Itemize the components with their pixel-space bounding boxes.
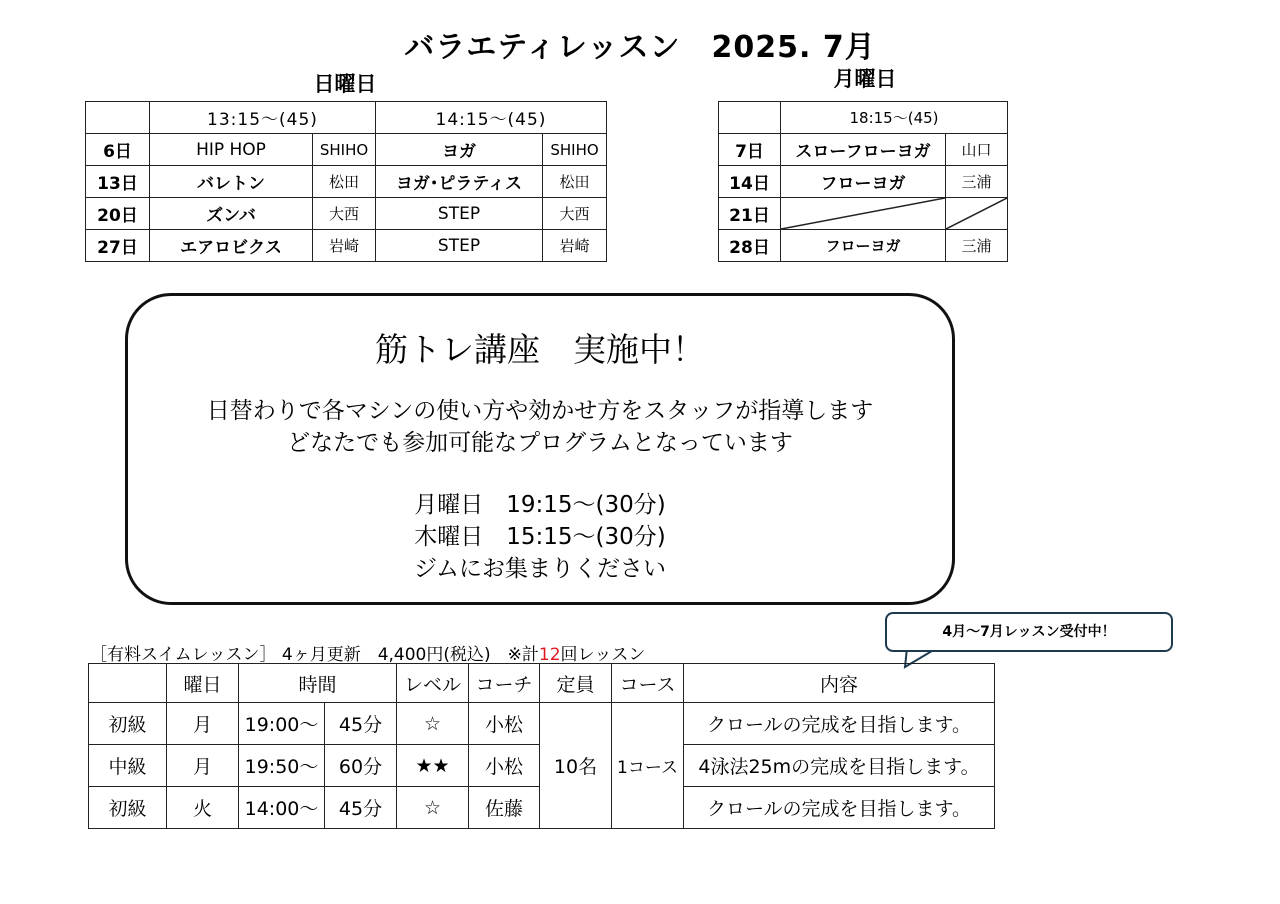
coach-cell: 佐藤 bbox=[469, 787, 540, 829]
page-title: バラエティレッスン 2025. 7月 bbox=[404, 30, 876, 65]
coach-cell: 小松 bbox=[469, 745, 540, 787]
table-row bbox=[86, 198, 607, 230]
table-row bbox=[86, 166, 607, 198]
header-coach: コーチ bbox=[469, 664, 540, 703]
lesson-count: 12 bbox=[538, 645, 561, 665]
sunday-slot-2: 14:15〜(45) bbox=[376, 102, 607, 134]
header-course: コース bbox=[612, 664, 684, 703]
lesson-cell: エアロビクス bbox=[150, 230, 313, 262]
table-row bbox=[719, 198, 1008, 230]
lesson-cell: HIP HOP bbox=[150, 134, 313, 166]
notice-line: 月曜日 19:15〜(30分) bbox=[414, 492, 666, 518]
table-row bbox=[86, 134, 607, 166]
coach-cell: 岩崎 bbox=[313, 230, 376, 262]
header-time: 時間 bbox=[239, 664, 397, 703]
swim-lesson-table bbox=[88, 663, 995, 829]
coach-cell: 大西 bbox=[313, 198, 376, 230]
monday-schedule bbox=[718, 101, 1008, 262]
coach-cell: 小松 bbox=[469, 703, 540, 745]
grade-cell: 初級 bbox=[89, 703, 167, 745]
table-row bbox=[719, 166, 1008, 198]
start-cell: 14:00〜 bbox=[239, 787, 325, 829]
header-content: 内容 bbox=[684, 664, 995, 703]
header-level: レベル bbox=[397, 664, 469, 703]
date-cell: 14日 bbox=[719, 166, 781, 198]
date-cell: 20日 bbox=[86, 198, 150, 230]
day-cell: 月 bbox=[167, 745, 239, 787]
duration-cell: 60分 bbox=[325, 745, 397, 787]
swim-title bbox=[90, 640, 645, 665]
notice-line: ジムにお集まりください bbox=[413, 556, 667, 582]
header-capacity: 定員 bbox=[540, 664, 612, 703]
corner-cell bbox=[89, 664, 167, 703]
sunday-heading: 日曜日 bbox=[313, 72, 377, 96]
capacity-cell: 10名 bbox=[540, 703, 612, 829]
content-cell: 4泳法25mの完成を目指します。 bbox=[684, 745, 995, 787]
corner-cell bbox=[86, 102, 150, 134]
date-cell: 27日 bbox=[86, 230, 150, 262]
level-cell: ☆ bbox=[397, 787, 469, 829]
registration-bubble: 4月〜7月レッスン受付中！ bbox=[885, 612, 1173, 652]
lesson-cell: ズンバ bbox=[150, 198, 313, 230]
coach-cell: 山口 bbox=[946, 134, 1008, 166]
notice-heading: 筋トレ講座 実施中！ bbox=[375, 330, 705, 369]
date-cell: 6日 bbox=[86, 134, 150, 166]
sunday-header-row bbox=[86, 102, 607, 134]
coach-cell: SHIHO bbox=[543, 134, 607, 166]
sunday-slot-1: 13:15〜(45) bbox=[150, 102, 376, 134]
day-cell: 火 bbox=[167, 787, 239, 829]
grade-cell: 初級 bbox=[89, 787, 167, 829]
coach-cell: 岩崎 bbox=[543, 230, 607, 262]
lesson-cell: STEP bbox=[376, 230, 543, 262]
date-cell: 13日 bbox=[86, 166, 150, 198]
diagonal-slash bbox=[946, 198, 1007, 229]
day-cell: 月 bbox=[167, 703, 239, 745]
coach-cell: 大西 bbox=[543, 198, 607, 230]
no-coach-cell bbox=[946, 198, 1008, 230]
coach-cell: SHIHO bbox=[313, 134, 376, 166]
content-cell: クロールの完成を目指します。 bbox=[684, 787, 995, 829]
start-cell: 19:00〜 bbox=[239, 703, 325, 745]
lesson-cell: フローヨガ bbox=[781, 230, 946, 262]
duration-cell: 45分 bbox=[325, 787, 397, 829]
start-cell: 19:50〜 bbox=[239, 745, 325, 787]
table-row bbox=[89, 703, 995, 745]
lesson-cell: STEP bbox=[376, 198, 543, 230]
diagonal-slash bbox=[781, 198, 945, 229]
notice-line: 木曜日 15:15〜(30分) bbox=[414, 524, 666, 550]
coach-cell: 松田 bbox=[313, 166, 376, 198]
level-cell: ☆ bbox=[397, 703, 469, 745]
notice-line: 日替わりで各マシンの使い方や効かせ方をスタッフが指導します bbox=[206, 398, 874, 424]
monday-slot: 18:15〜(45) bbox=[781, 102, 1008, 134]
coach-cell: 三浦 bbox=[946, 230, 1008, 262]
training-notice-box bbox=[125, 293, 955, 605]
corner-cell bbox=[719, 102, 781, 134]
header-day: 曜日 bbox=[167, 664, 239, 703]
lesson-cell: スローフローヨガ bbox=[781, 134, 946, 166]
lesson-cell: ヨガ bbox=[376, 134, 543, 166]
grade-cell: 中級 bbox=[89, 745, 167, 787]
lesson-cell: バレトン bbox=[150, 166, 313, 198]
coach-cell: 松田 bbox=[543, 166, 607, 198]
swim-title-text: ［有料スイムレッスン］ 4ヶ月更新 4,400円(税込) ※計 bbox=[90, 645, 539, 665]
no-lesson-cell bbox=[781, 198, 946, 230]
duration-cell: 45分 bbox=[325, 703, 397, 745]
sunday-schedule bbox=[85, 101, 607, 262]
swim-title-suffix: 回レッスン bbox=[560, 645, 646, 665]
date-cell: 28日 bbox=[719, 230, 781, 262]
coach-cell: 三浦 bbox=[946, 166, 1008, 198]
level-cell: ★★ bbox=[397, 745, 469, 787]
table-row bbox=[719, 134, 1008, 166]
date-cell: 21日 bbox=[719, 198, 781, 230]
lesson-cell: ヨガ･ピラティス bbox=[376, 166, 543, 198]
monday-heading: 月曜日 bbox=[833, 67, 897, 91]
swim-header-row bbox=[89, 664, 995, 703]
notice-line: どなたでも参加可能なプログラムとなっています bbox=[287, 430, 793, 456]
lesson-cell: フローヨガ bbox=[781, 166, 946, 198]
date-cell: 7日 bbox=[719, 134, 781, 166]
table-row bbox=[719, 230, 1008, 262]
monday-header-row bbox=[719, 102, 1008, 134]
table-row bbox=[86, 230, 607, 262]
content-cell: クロールの完成を目指します。 bbox=[684, 703, 995, 745]
course-cell: 1コース bbox=[612, 703, 684, 829]
